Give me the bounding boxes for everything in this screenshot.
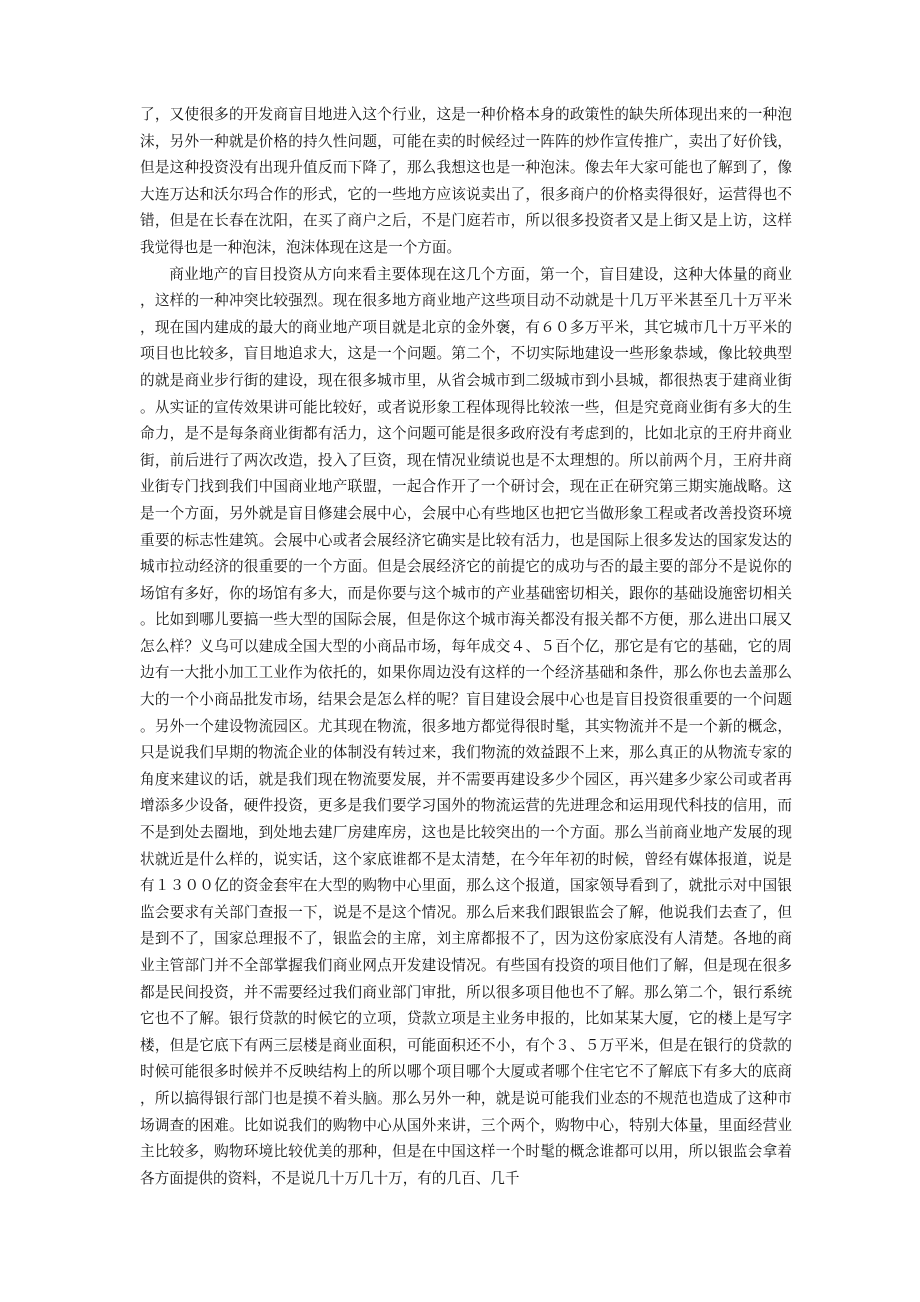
paragraph-2: 商业地产的盲目投资从方向来看主要体现在这几个方面，第一个，盲目建设，这种大体量的商业，这样的一种冲突比较强烈。现在很多地方商业地产这些项目动不动就是十几万平米甚至几十万平米，现在国内建成的最大的商业地产项目就是北京的金外褒，有６０多万平米，其它城市几十万平米的项目也比较多，盲目地追求大，这是一个问题。第二个，不切实际地建设一些形象恭域，像比较典型的就是商业步行街的建设，现在很多城市里，从省会城市到二级城市到小县城，都很热衷于建商业街。从实证的宣传效果讲可能比较好，或者说形象工程体现得比较浓一些，但是究竟商业街有多大的生命力，是不是每条商业街都有活力，这个问题可能是很多政府没有考虑到的，比如北京的王府井商业街，前后进行了两次改造，投入了巨资，现在情况业绩说也是不太理想的。所以前两个月，王府井商业街专门找到我们中国商业地产联盟，一起合作开了一个研讨会，现在正在研究第三期实施战略。这是一个方面，另外就是盲目修建会展中心，会展中心有些地区也把它当做形象工程或者改善投资环境重要的标志性建筑。会展中心或者会展经济它确实是比较有活力，也是国际上很多发达的国家发达的城市拉动经济的很重要的一个方面。但是会展经济它的前提它的成功与否的最主要的部分不是说你的场馆有多好，你的场馆有多大，而是你要与这个城市的产业基础密切相关，跟你的基础设施密切相关。比如到哪儿要搞一些大型的国际会展，但是你这个城市海关都没有报关都不方便，那么进出口展又怎么样？义乌可以建成全国大型的小商品市场，每年成交４、５百个亿，那它是有它的基础，它的周边有一大批小加工工业作为依托的，如果你周边没有这样的一个经济基础和条件，那么你也去盖那么大的一个小商品批发市场，结果会是怎么样的呢？盲目建设会展中心也是盲目投资很重要的一个问题。另外一个建设物流园区。尤其现在物流，很多地方都觉得很时髦，其实物流并不是一个新的概念，只是说我们早期的物流企业的体制没有转过来，我们物流的效益跟不上来，那么真正的从物流专家的角度来建议的话，就是我们现在物流要发展，并不需要再建设多少个园区，再兴建多少家公司或者再增添多少设备，硬件投资，更多是我们要学习国外的物流运营的先进理念和运用现代科技的信用，而不是到处去圈地，到处地去建厂房建库房，这也是比较突出的一个方面。那么当前商业地产发展的现状就近是什么样的，说实话，这个家底谁都不是太清楚，在今年年初的时候，曾经有媒体报道，说是有１３００亿的资金套牢在大型的购物中心里面，那么这个报道，国家领导看到了，就批示对中国银监会要求有关部门查报一下，说是不是这个情况。那么后来我们跟银监会了解，他说我们去查了，但是到不了，国家总理报不了，银监会的主席，刘主席都报不了，因为这份家底没有人清楚。各地的商业主管部门并不全部掌握我们商业网点开发建设情况。有些国有投资的项目他们了解，但是现在很多都是民间投资，并不需要经过我们商业部门审批，所以很多项目他也不了解。那么第二个，银行系统它也不了解。银行贷款的时候它的立项，贷款立项是主业务申报的，比如某某大厦，它的楼上是写字楼，但是它底下有两三层楼是商业面积，可能面积还不小，有个３、５万平米，但是在银行的贷款的时候可能很多时候并不反映结构上的所以哪个项目哪个大厦或者哪个住宅它不了解底下有多大的底商，所以搞得银行部门也是摸不着头脑。那么另外一种，就是说可能我们业态的不规范也造成了这种市场调查的困难。比如说我们的购物中心从国外来讲，三个两个，购物中心，特别大体量，里面经营业主比较多，购物环境比较优美的那种，但是在中国这样一个时髦的概念谁都可以用，所以银监会拿着各方面提供的资料，不是说几十万几十万，有的几百、几千 bbox=[140, 265, 792, 1187]
paragraph-1: 了，又使很多的开发商盲目地进入这个行业，这是一种价格本身的政策性的缺失所体现出来的一种泡沫，另外一种就是价格的持久性问题，可能在卖的时候经过一阵阵的炒作宣传推广，卖出了好价钱，但是这种投资没有出现升值反而下降了，那么我想这也是一种泡沫。像去年大家可能也了解到了，像大连万达和沃尔玛合作的形式，它的一些地方应该说卖出了，很多商户的价格卖得很好，运营得也不错，但是在长春在沈阳，在买了商户之后，不是门庭若市，所以很多投资者又是上街又是上访，这样我觉得也是一种泡沫，泡沫体现在这是一个方面。 bbox=[140, 106, 792, 256]
document-page bbox=[140, 102, 792, 1192]
